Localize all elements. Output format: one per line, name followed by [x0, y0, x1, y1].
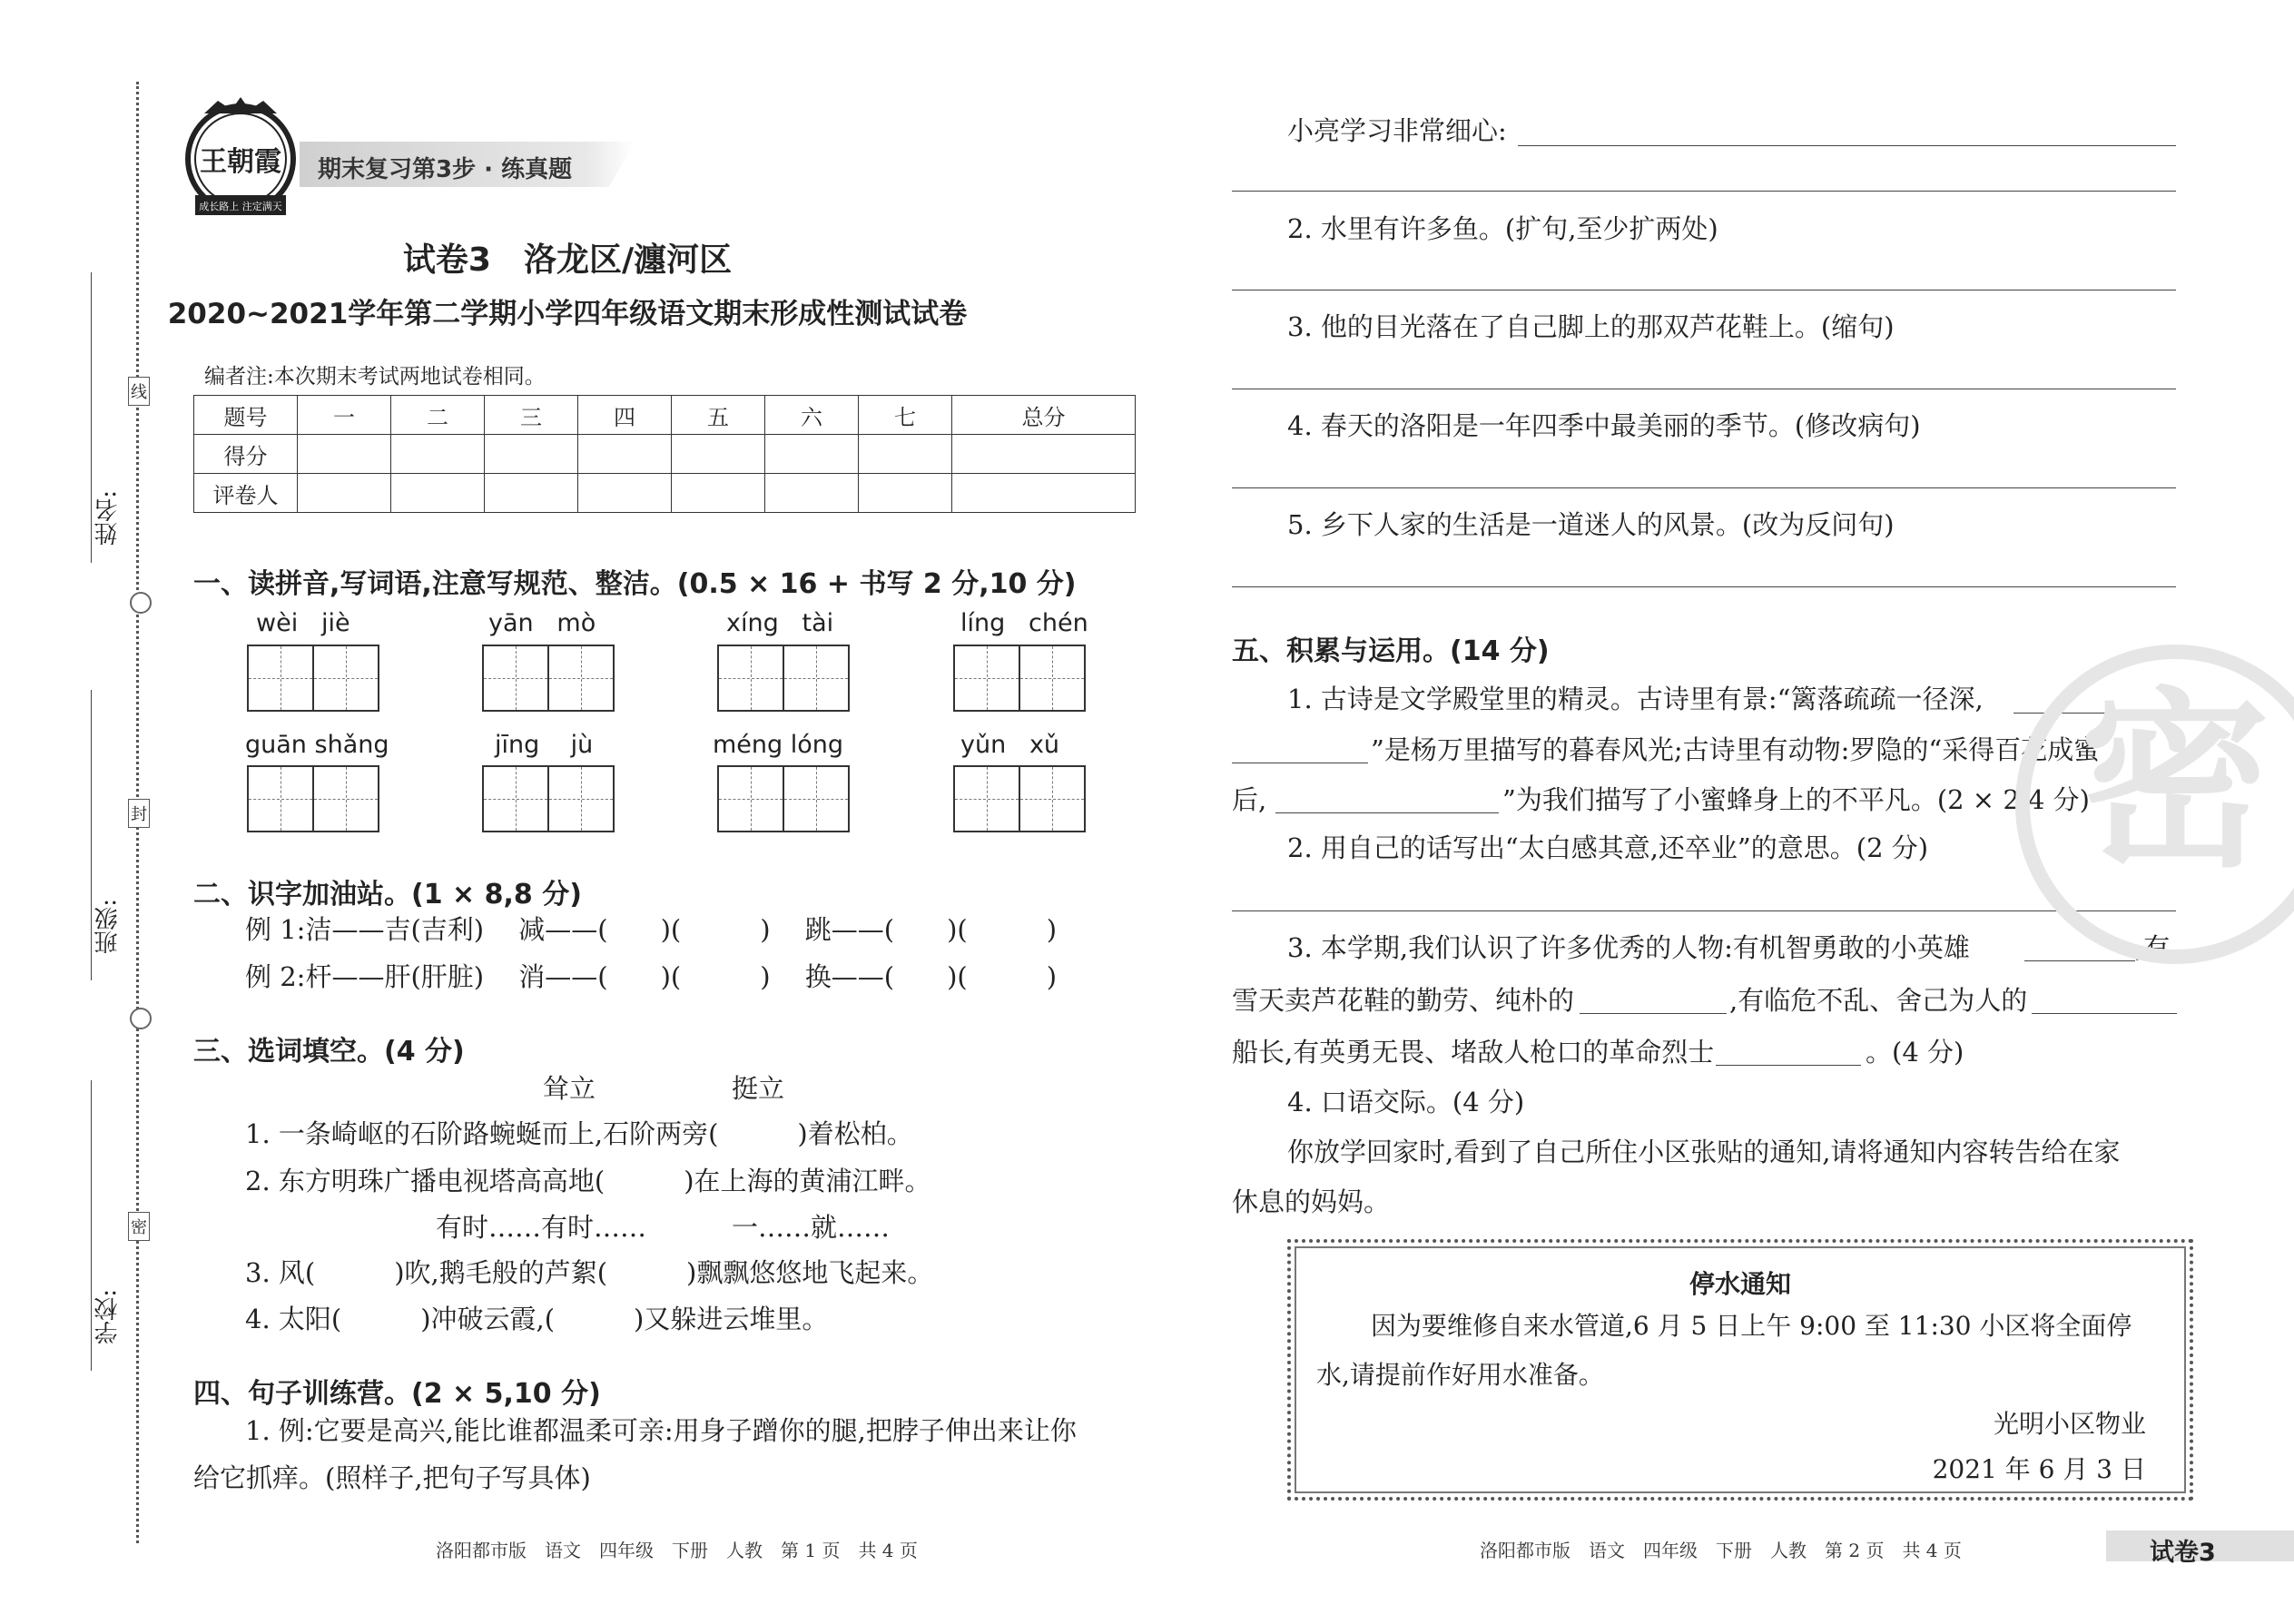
- fill-blank[interactable]: [1275, 812, 1499, 813]
- notice-signer: 光明小区物业: [1993, 1409, 2146, 1439]
- pinyin-syllable: tài: [802, 609, 834, 637]
- pinyin-syllable: lóng: [790, 731, 844, 759]
- score-header: 二: [391, 396, 485, 435]
- score-header: 三: [485, 396, 578, 435]
- word-choice: 耸立: [543, 1073, 596, 1104]
- section5-p1-line3a: 后,: [1232, 784, 1267, 815]
- step-label: 期末复习第3步 · 练真题: [318, 156, 573, 183]
- section1-title: 一、读拼音,写词语,注意写规范、整洁。(0.5 × 16 + 书写 2 分,10 分): [193, 568, 1077, 600]
- section5-p1-line3b: ”为我们描写了小蜜蜂身上的不平凡。(2 × 2,4 分): [1502, 784, 2090, 815]
- score-cell[interactable]: [859, 435, 952, 474]
- section4-question-4: 4. 春天的洛阳是一年四季中最美丽的季节。(修改病句): [1287, 410, 1921, 441]
- pinyin-syllable: wèi: [256, 609, 299, 637]
- fill-blank[interactable]: [2024, 960, 2135, 961]
- writing-grid[interactable]: [953, 765, 1086, 832]
- pinyin-syllable: shǎng: [314, 731, 389, 759]
- pinyin-group-8: [960, 731, 1059, 759]
- answer-line[interactable]: [1232, 910, 2176, 911]
- logo-slogan: 成长路上 注定满天: [199, 201, 282, 212]
- writing-grid[interactable]: [482, 645, 615, 712]
- section3-question: 4. 太阳( )冲破云霞,( )又躲进云堆里。: [245, 1304, 829, 1334]
- score-cell[interactable]: [578, 435, 672, 474]
- notice-title: 停水通知: [1689, 1269, 1791, 1299]
- score-row: [194, 435, 1136, 474]
- writing-grid[interactable]: [247, 645, 379, 712]
- section5-p2: 2. 用自己的话写出“太白感其意,还卒业”的意思。(2 分): [1287, 832, 1929, 863]
- pinyin-group-1: [256, 609, 350, 637]
- section5-p4-title: 4. 口语交际。(4 分): [1287, 1087, 1525, 1117]
- footer-left: 洛阳都市版 语文 四年级 下册 人教 第 1 页 共 4 页: [436, 1540, 918, 1561]
- pinyin-group-3: [726, 609, 833, 637]
- section4-question-5: 5. 乡下人家的生活是一道迷人的风景。(改为反问句): [1287, 509, 1895, 540]
- section5-p3-line3b: 。(4 分): [1866, 1037, 1964, 1068]
- score-cell[interactable]: [952, 435, 1136, 474]
- section3-title: 三、选词填空。(4 分): [193, 1036, 465, 1068]
- water-notice: [1287, 1239, 2193, 1501]
- answer-line[interactable]: [1232, 586, 2176, 587]
- pinyin-group-7: [713, 731, 843, 759]
- score-header: 六: [765, 396, 859, 435]
- section3-question: 3. 风( )吹,鹅毛般的芦絮( )飘飘悠悠地飞起来。: [245, 1257, 934, 1288]
- binding-mark-line: 线: [128, 377, 150, 406]
- section4-question-2: 2. 水里有许多鱼。(扩句,至少扩两处): [1287, 213, 1718, 244]
- notice-line-2: 水,请提前作好用水准备。: [1316, 1360, 1604, 1390]
- section5-p4-line2: 休息的妈妈。: [1232, 1186, 1391, 1217]
- answer-prefix: 小亮学习非常细心:: [1287, 115, 1507, 146]
- pinyin-syllable: jīng: [495, 731, 540, 759]
- grader-cell[interactable]: [578, 474, 672, 513]
- pinyin-syllable: jù: [570, 731, 594, 759]
- grader-cell[interactable]: [391, 474, 485, 513]
- score-header: 总分: [952, 396, 1136, 435]
- grader-cell[interactable]: [859, 474, 952, 513]
- pinyin-syllable: mò: [556, 609, 596, 637]
- grader-row: [194, 474, 1136, 513]
- section5-p1-line1: 1. 古诗是文学殿堂里的精灵。古诗里有景:“篱落疏疏一径深,: [1287, 684, 1984, 714]
- name-label: 姓名:: [94, 490, 122, 546]
- score-cell[interactable]: [391, 435, 485, 474]
- pinyin-group-6: [495, 731, 593, 759]
- writing-grid[interactable]: [247, 765, 379, 832]
- answer-line[interactable]: [1232, 487, 2176, 488]
- score-row-label: 得分: [194, 435, 298, 474]
- fill-blank[interactable]: [1716, 1065, 1861, 1066]
- exam-subtitle: 2020~2021学年第二学期小学四年级语文期末形成性测试试卷: [167, 298, 968, 330]
- score-cell[interactable]: [672, 435, 765, 474]
- answer-line[interactable]: [1232, 191, 2176, 192]
- notice-line-1: 因为要维修自来水管道,6 月 5 日上午 9:00 至 11:30 小区将全面停: [1371, 1311, 2132, 1341]
- score-table: [193, 395, 1136, 513]
- pinyin-group-2: [488, 609, 596, 637]
- footer-tag: 试卷3: [2150, 1539, 2216, 1567]
- writing-grid[interactable]: [953, 645, 1086, 712]
- section4-question-1-cont: 给它抓痒。(照样子,把句子写具体): [193, 1462, 591, 1493]
- writing-grid[interactable]: [717, 765, 850, 832]
- binding-mark-secret: 密: [128, 1212, 150, 1241]
- score-cell[interactable]: [485, 435, 578, 474]
- grader-cell[interactable]: [298, 474, 391, 513]
- section5-p4-line1: 你放学回家时,看到了自己所住小区张贴的通知,请将通知内容转告给在家: [1287, 1137, 2121, 1167]
- section5-p1-line2: ”是杨万里描写的暮春风光;古诗里有动物:罗隐的“采得百花成蜜: [1371, 734, 2101, 765]
- section5-title: 五、积累与运用。(14 分): [1232, 635, 1550, 667]
- watermark-char: 密: [2079, 669, 2270, 893]
- fill-blank[interactable]: [1580, 1013, 1727, 1014]
- section2-example-2: 例 2:杆——肝(肝脏) 消——( )( ) 换——( )( ): [245, 961, 1058, 992]
- answer-line[interactable]: [1518, 145, 2176, 146]
- binding-ornament: [130, 1008, 152, 1029]
- pinyin-syllable: líng: [960, 609, 1006, 637]
- section2-title: 二、识字加油站。(1 × 8,8 分): [193, 879, 582, 910]
- section5-p3-line1-end: ,有: [2135, 932, 2171, 963]
- score-header: 四: [578, 396, 672, 435]
- section4-question-1: 1. 例:它要是高兴,能比谁都温柔可亲:用身子蹭你的腿,把脖子伸出来让你: [245, 1415, 1077, 1446]
- score-header-row: [194, 396, 1136, 435]
- school-label: 学校:: [94, 1289, 122, 1344]
- pinyin-syllable: xǔ: [1029, 731, 1060, 759]
- logo-name: 王朝霞: [200, 146, 281, 178]
- grader-cell[interactable]: [765, 474, 859, 513]
- score-header: 题号: [194, 396, 298, 435]
- section5-p3-line2a: 雪天卖芦花鞋的勤劳、纯朴的: [1232, 985, 1575, 1016]
- grader-cell[interactable]: [672, 474, 765, 513]
- section5-p3-line2b: ,有临危不乱、舍己为人的: [1729, 985, 2028, 1016]
- section5-p3-line3a: 船长,有英勇无畏、堵敌人枪口的革命烈士: [1232, 1037, 1715, 1068]
- section3-question: 2. 东方明珠广播电视塔高高地( )在上海的黄浦江畔。: [245, 1166, 931, 1196]
- score-header: 五: [672, 396, 765, 435]
- section2-example-1: 例 1:洁——吉(吉利) 减——( )( ) 跳——( )( ): [245, 914, 1058, 945]
- exam-title: 试卷3 洛龙区/瀍河区: [402, 241, 733, 279]
- pinyin-syllable: chén: [1029, 609, 1088, 637]
- section5-p3-line1: 3. 本学期,我们认识了许多优秀的人物:有机智勇敢的小英雄: [1287, 932, 1970, 963]
- section4-title: 四、句子训练营。(2 × 5,10 分): [193, 1378, 601, 1410]
- pinyin-syllable: guān: [245, 731, 307, 759]
- writing-grid[interactable]: [717, 645, 850, 712]
- binding-ornament: [130, 592, 152, 614]
- writing-grid[interactable]: [482, 765, 615, 832]
- binding-mark-seal: 封: [128, 799, 150, 828]
- brand-logo: [177, 94, 304, 221]
- pinyin-group-4: [960, 609, 1088, 637]
- word-choice: 一……就……: [732, 1212, 891, 1243]
- notice-date: 2021 年 6 月 3 日: [1932, 1454, 2146, 1484]
- score-cell[interactable]: [298, 435, 391, 474]
- score-cell[interactable]: [765, 435, 859, 474]
- score-header: 一: [298, 396, 391, 435]
- word-choice: 挺立: [732, 1073, 785, 1104]
- grader-cell[interactable]: [952, 474, 1136, 513]
- pinyin-syllable: yǔn: [960, 731, 1007, 759]
- pinyin-group-5: [245, 731, 389, 759]
- pinyin-syllable: jiè: [320, 609, 350, 637]
- score-row-label: 评卷人: [194, 474, 298, 513]
- editor-note: 编者注:本次期末考试两地试卷相同。: [204, 365, 546, 389]
- confidential-watermark: [2015, 645, 2294, 964]
- footer-right: 洛阳都市版 语文 四年级 下册 人教 第 2 页 共 4 页: [1480, 1540, 1962, 1561]
- fill-blank[interactable]: [2032, 1013, 2177, 1014]
- class-label: 班级:: [94, 899, 122, 954]
- pinyin-syllable: méng: [713, 731, 783, 759]
- grader-cell[interactable]: [485, 474, 578, 513]
- pinyin-syllable: xíng: [726, 609, 779, 637]
- pinyin-syllable: yān: [488, 609, 534, 637]
- section3-question: 1. 一条崎岖的石阶路蜿蜒而上,石阶两旁( )着松柏。: [245, 1118, 913, 1149]
- section4-question-3: 3. 他的目光落在了自己脚上的那双芦花鞋上。(缩句): [1287, 311, 1895, 342]
- word-choice: 有时……有时……: [436, 1212, 647, 1243]
- score-header: 七: [859, 396, 952, 435]
